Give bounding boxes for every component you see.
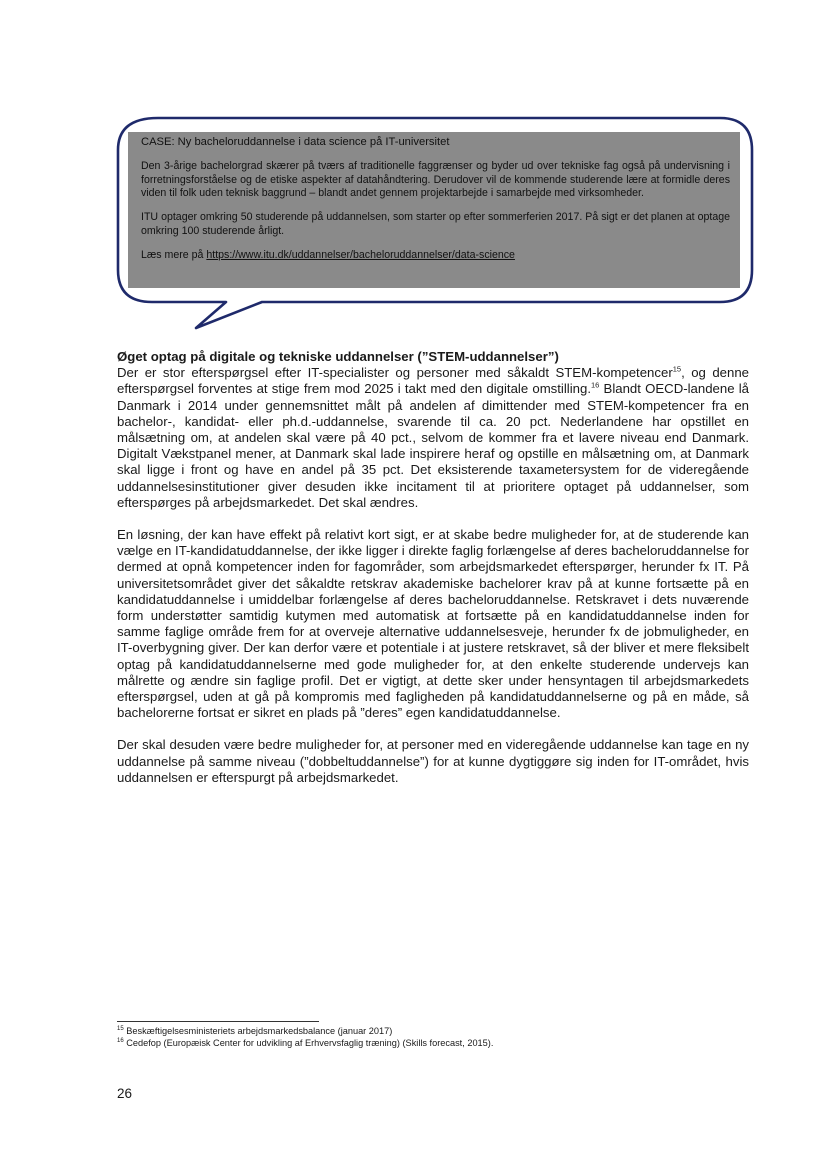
footnote-15 <box>117 1026 749 1038</box>
case-paragraph-2: ITU optager omkring 50 studerende på uddannelsen, som starter op efter sommerferien 2017. På sigt er det planen at optage omkring 100 studerende årligt. <box>141 211 730 237</box>
article-paragraph-1 <box>117 365 749 511</box>
footnote-ref-16[interactable]: 16 <box>591 381 600 391</box>
page-number: 26 <box>117 1086 133 1101</box>
footnotes <box>117 1026 749 1049</box>
paragraph-1-part-2: , og denne efterspørgsel forventes at stige frem mod 2025 i takt med den digitale omstilling. <box>117 365 749 397</box>
case-read-more <box>141 249 730 263</box>
case-box <box>128 132 740 288</box>
paragraph-1-part-1: Der er stor efterspørgsel efter IT-specialister og personer med såkaldt STEM-kompetencer <box>117 365 673 381</box>
footnote-number: 15 <box>117 1025 124 1032</box>
footnote-ref-15[interactable]: 15 <box>672 364 682 374</box>
case-paragraph-1: Den 3-årige bachelorgrad skærer på tværs af traditionelle faggrænser og byder ud over tekniske fag også på undervisning i forretningsforståelse og de etiske aspekter af datahåndtering. Derudover vil de kommende studerende lære at formidle deres viden til folk uden teknisk baggrund – blandt andet gennem projektarbejde i samarbejde med virksomheder. <box>141 159 730 200</box>
case-title: CASE: Ny bacheloruddannelse i data science på IT-universitet <box>141 136 450 148</box>
footnote-text: Cedefop (Europæisk Center for udvikling af Erhvervsfaglig træning) (Skills forecast, 2015). <box>123 1037 494 1048</box>
article <box>117 349 749 802</box>
read-more-label: Læs mere på <box>141 248 207 261</box>
data-science-link[interactable]: https://www.itu.dk/uddannelser/bacheloruddannelser/data-science <box>206 248 515 261</box>
paragraph-1-part-3: Blandt OECD-landene lå Danmark i 2014 under gennemsnittet målt på andelen af dimittender med STEM-kompetencer fra en bachelor-, kandidat- eller ph.d.-uddannelse, svarende til ca. 20 pct. Nederlandene har opstillet en målsætning om, at andelen skal være på 40 pct., selvom de kommer fra et lavere niveau end Danmark. Digitalt Vækstpanel mener, at Danmark skal lade inspirere heraf og opstille en målsætning om, at Danmark skal ligge i front og have en andel på 35 pct. Det eksisterende taxametersystem for de videregående uddannelsesinstitutioner giver desuden ikke incitament til at prioritere optaget på uddannelser, som efterspørges på arbejdsmarkedet. Det skal ændres. <box>117 381 750 510</box>
section-heading: Øget optag på digitale og tekniske uddannelser (”STEM-uddannelser”) <box>117 349 559 364</box>
footnote-divider <box>117 1021 319 1022</box>
article-paragraph-3: Der skal desuden være bedre muligheder for, at personer med en videregående uddannelse kan tage en ny uddannelse på samme niveau (”dobbeltuddannelse”) for at kunne dygtiggøre sig inden for IT-området, hvis uddannelsen er efterspurgt på arbejdsmarkedet. <box>117 737 749 785</box>
footnote-number: 16 <box>117 1037 124 1044</box>
footnote-text: Beskæftigelsesministeriets arbejdsmarkedsbalance (januar 2017) <box>123 1026 393 1036</box>
article-paragraph-2: En løsning, der kan have effekt på relativt kort sigt, er at skabe bedre muligheder for, at de studerende kan vælge en IT-kandidatuddannelse, der ikke ligger i direkte faglig forlængelse af deres bacheloruddannelse for dermed at opnå kompetencer inden for fagområder, som arbejdsmarkedet efterspørger, herunder fx IT. På universitetsområdet giver det såkaldte retskrav akademiske bachelorer krav på at kunne fortsætte på en kandidatuddannelse i umiddelbar forlængelse af deres bacheloruddannelse. Retskravet i dets nuværende form understøtter samtidig kutymen med automatisk at fortsætte på en kandidatuddannelse inden for samme faglige område frem for at overveje alternative uddannelsesveje, herunder fx de jobmuligheder, en IT-overbygning giver. Der kan derfor være et potentiale i at justere retskravet, så der bliver et mere fleksibelt optag på kandidatuddannelserne med gode muligheder for, at den enkelte studerende undervejs kan målrette og ændre sin faglige profil. Det er vigtigt, at dette sker under hensyntagen til arbejdsmarkedets efterspørgsel, uden at gå på kompromis med fagligheden på kandidatuddannelserne og på en måde, så bachelorerne fortsat er sikret en plads på ”deres” egen kandidatuddannelse. <box>117 527 749 721</box>
footnote-16 <box>117 1038 749 1050</box>
